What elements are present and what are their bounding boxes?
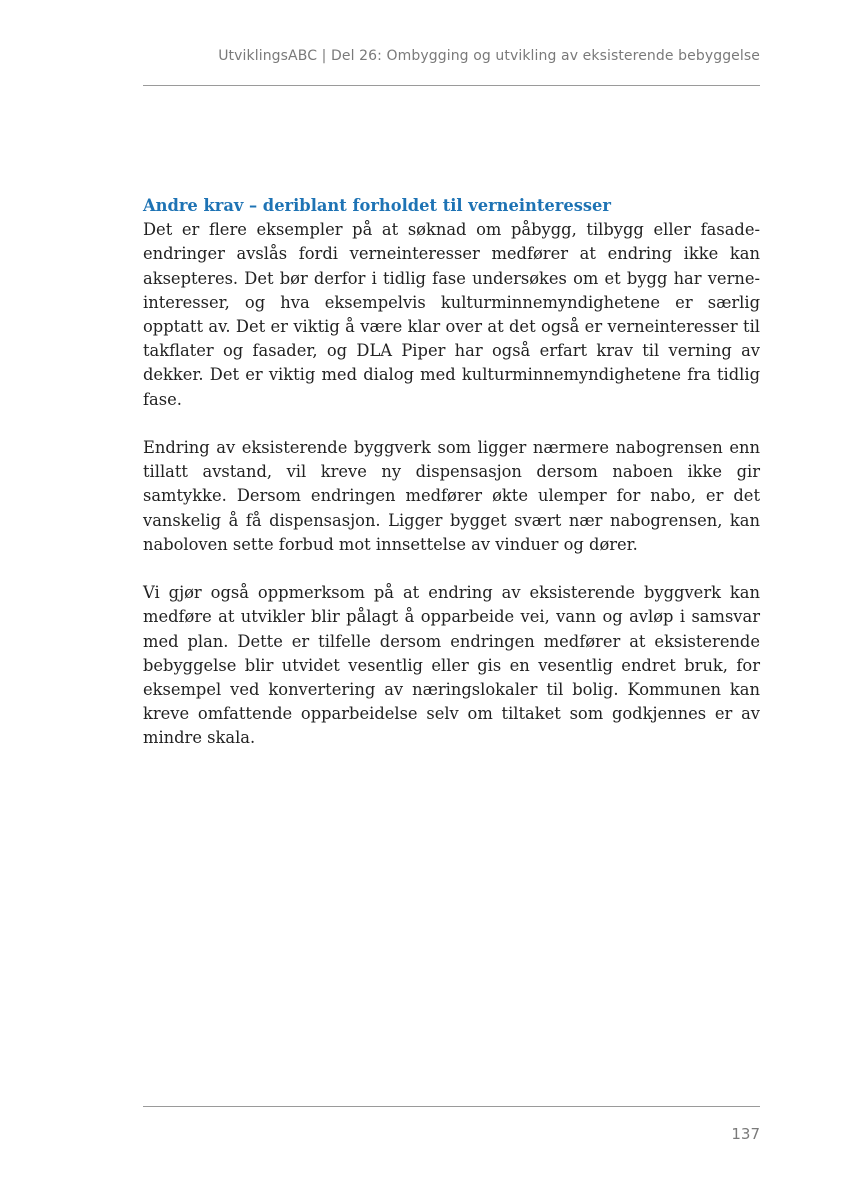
header-divider	[143, 85, 760, 86]
page-number: 137	[731, 1125, 760, 1143]
running-header: UtviklingsABC | Del 26: Ombygging og utvikling av eksisterende bebyggelse	[218, 48, 760, 64]
footer-divider	[143, 1106, 760, 1107]
section-heading: Andre krav – deriblant forholdet til verneinteresser	[143, 196, 611, 215]
paragraph-1: Det er flere eksempler på at søknad om påbygg, tilbygg eller fasadeendringer avslås fordi verneinteresser medfører at endring ikke kan aksepteres. Det bør derfor i tidlig fase undersøkes om et bygg har verneinteresser, og hva eksempelvis kulturminnemyndighetene er særlig opptatt av. Det er viktig å være klar over at det også er verneinteresser til takflater og fasader, og DLA Piper har også erfart krav til verning av dekker. Det er viktig med dialog med kulturminnemyndighetene fra tidlig fase.	[143, 220, 760, 409]
section-content	[143, 194, 760, 775]
paragraph-2: Endring av eksisterende byggverk som ligger nærmere nabogrensen enn tillatt avstand, vil kreve ny dispensasjon dersom naboen ikke gir samtykke. Dersom endringen medfører økte ulemper for nabo, er det vanskelig å få dispensasjon. Ligger bygget svært nær nabogrensen, kan naboloven sette forbud mot innsettelse av vinduer og dører.	[143, 438, 760, 554]
paragraph-3: Vi gjør også oppmerksom på at endring av eksisterende byggverk kan medføre at utvikler blir pålagt å opparbeide vei, vann og avløp i samsvar med plan. Dette er tilfelle dersom endringen medfører at eksisterende bebyggelse blir utvidet vesentlig eller gis en vesentlig endret bruk, for eksempel ved konvertering av næringslokaler til bolig. Kommunen kan kreve omfattende opparbeidelse selv om tiltaket som godkjennes er av mindre skala.	[143, 583, 760, 748]
